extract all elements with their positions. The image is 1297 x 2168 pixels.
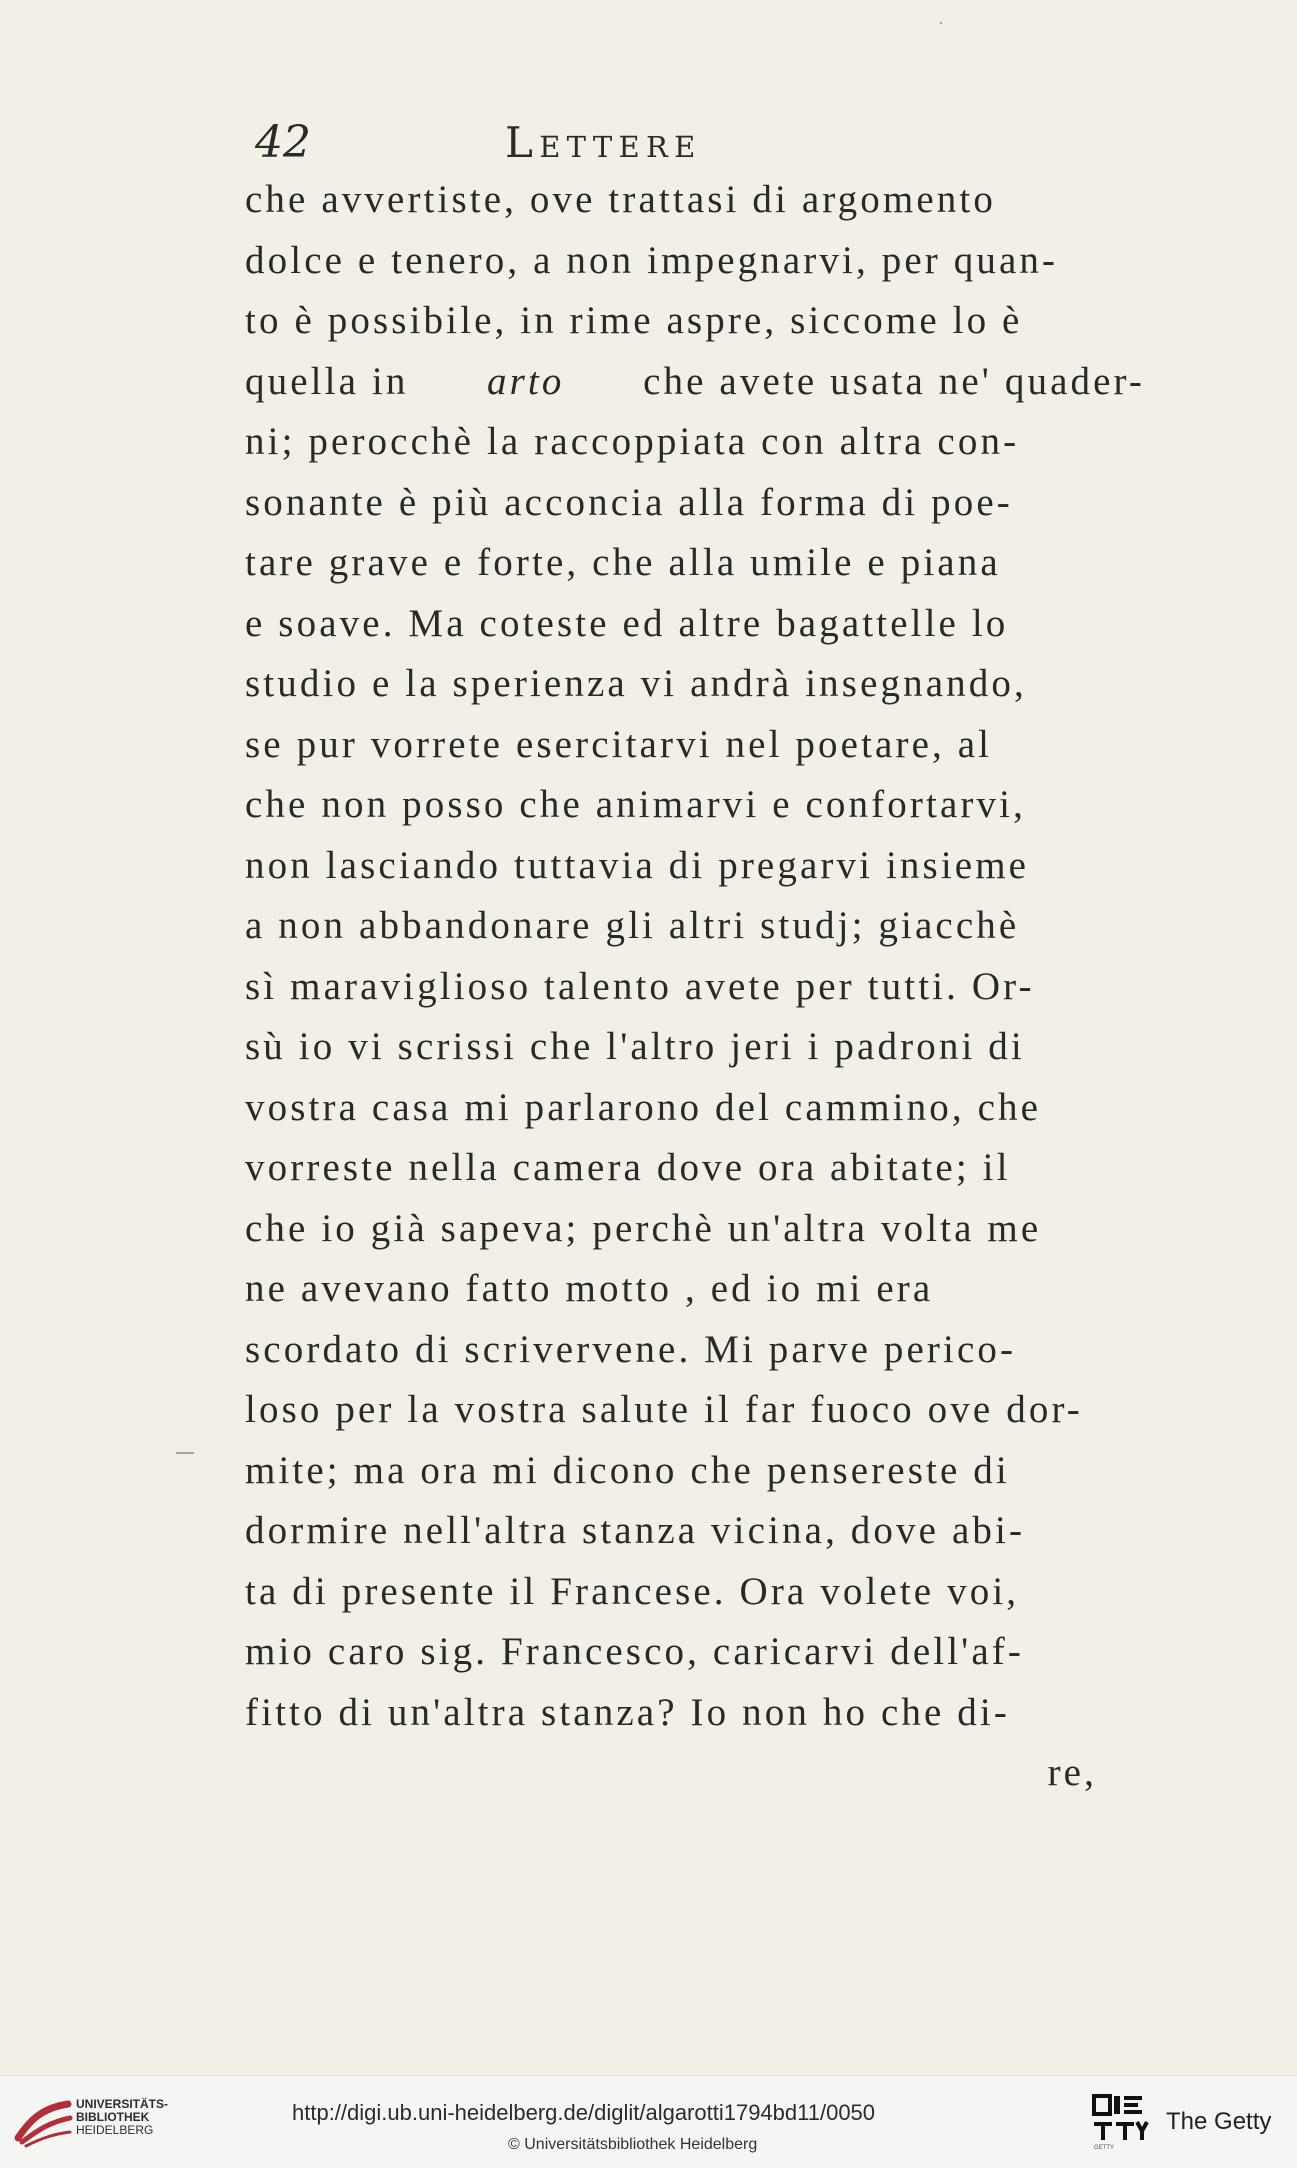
text-line: non lasciando tuttavia di pregarvi insieme [245,843,1030,887]
paper-speck [940,22,942,24]
letter-text [245,170,1145,1804]
text-line: vorreste nella camera dove ora abitate; il [245,1146,1011,1189]
text-segment: quella in [245,359,422,403]
permalink-url[interactable]: http://digi.ub.uni-heidelberg.de/diglit/algarotti1794bd11/0050 [292,2100,876,2125]
text-line: scordato di scrivervene. Mi parve perico- [245,1327,1017,1371]
text-line: a non abbandonare gli altri studj; giacchè [245,904,1020,947]
text-line: sonante è più acconcia alla forma di poe- [245,480,1013,524]
getty-label: The Getty [1166,2108,1272,2135]
text-line: loso per la vostra salute il far fuoco ove dor- [245,1388,1083,1431]
text-line-with-italic [245,352,1145,413]
italic-word: arto [487,359,565,403]
text-line: che io già sapeva; perchè un'altra volta me [245,1206,1042,1250]
text-line: tare grave e forte, che alla umile e piana [245,541,1001,584]
text-line: fitto di un'altra stanza? Io non ho che di- [245,1690,1010,1734]
text-line: sù io vi scrissi che l'altro jeri i padroni di [245,1025,1025,1068]
library-name [76,2098,168,2137]
page-number: 42 [255,117,311,168]
library-name-line: HEIDELBERG [76,2123,154,2137]
text-line: sì maraviglioso talento avete per tutti. Or- [245,964,1035,1008]
text-line: vostra casa mi parlarono del cammino, che [245,1085,1042,1129]
text-line: che non posso che animarvi e confortarvi, [245,783,1026,826]
getty-logo-icon[interactable] [1090,2088,1152,2150]
text-line: ne avevano fatto motto , ed io mi era [245,1267,934,1310]
text-line: to è possibile, in rime aspre, siccome lo è [245,299,1023,342]
text-line: studio e la sperienza vi andrà insegnando, [245,662,1027,705]
text-line: dormire nell'altra stanza vicina, dove abi- [245,1509,1026,1552]
running-title: Lettere [505,118,702,167]
text-line: e soave. Ma coteste ed altre bagattelle lo [245,601,1009,645]
text-line: che avvertiste, ove trattasi di argomento [245,178,996,221]
viewer-footer [0,2075,1297,2168]
library-name-line: UNIVERSITÄTS- [76,2097,169,2111]
page-header [245,108,1165,178]
catchword: re, [1047,1751,1097,1794]
text-line: ni; perocchè la raccoppiata con altra con- [245,420,1020,463]
university-library-logo-icon[interactable] [12,2094,74,2150]
text-segment: che avete usata ne' quader- [630,359,1145,403]
text-line: se pur vorrete esercitarvi nel poetare, al [245,722,993,766]
copyright-notice: © Universitätsbibliothek Heidelberg [508,2136,758,2153]
margin-mark [176,1452,194,1454]
library-name-line: BIBLIOTHEK [76,2110,150,2124]
text-line: ta di presente il Francese. Ora volete voi, [245,1569,1020,1613]
getty-logo-mark: GETTY [1094,2145,1115,2150]
text-line: dolce e tenero, a non impegnarvi, per quan- [245,238,1059,282]
text-line: mite; ma ora mi dicono che pensereste di [245,1448,1010,1492]
text-line: mio caro sig. Francesco, caricarvi dell'af- [245,1630,1024,1673]
